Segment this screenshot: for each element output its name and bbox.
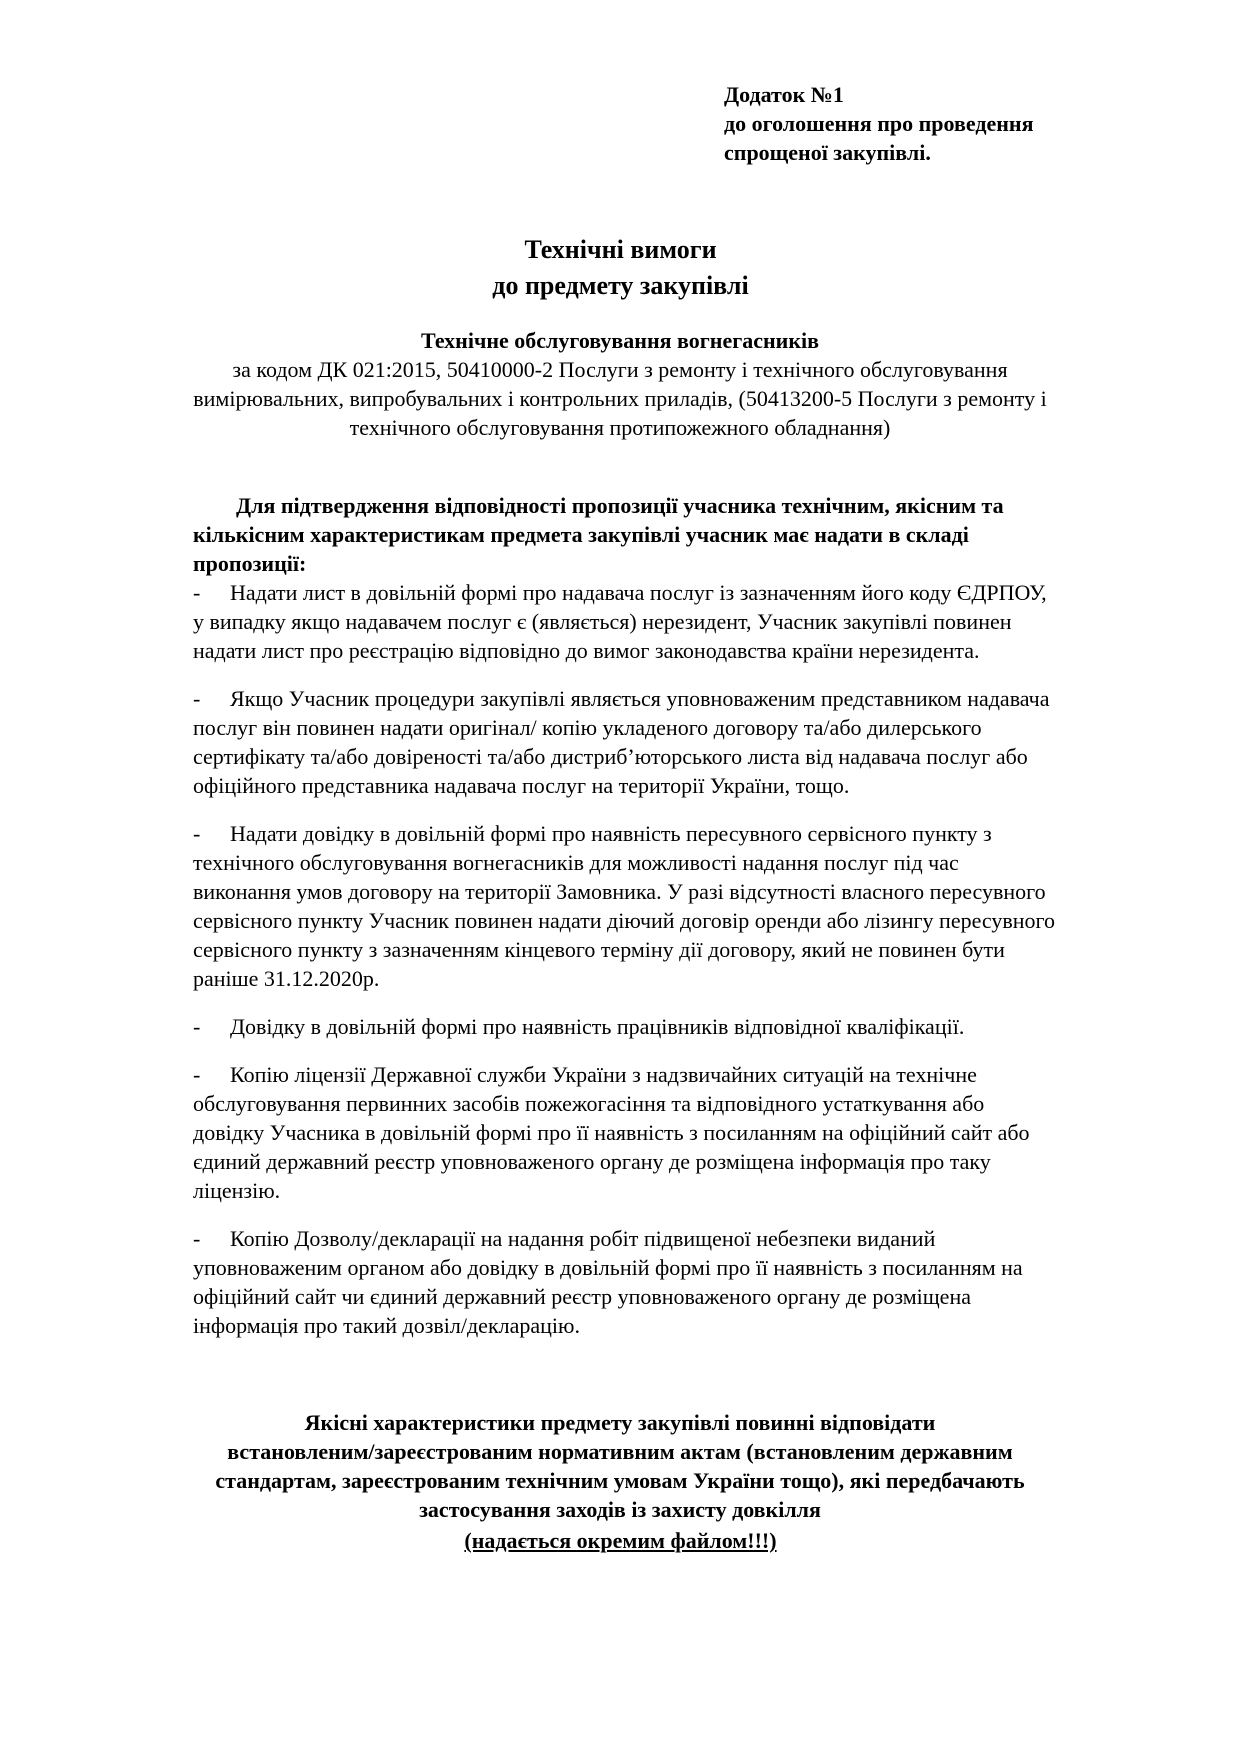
requirement-line: офіційний сайт чи єдиний державний реєстр уповноваженого органу де розміщена — [193, 1284, 971, 1309]
requirement-item — [193, 1224, 1203, 1340]
requirement-line: єдиний державний реєстр уповноваженого органу де розміщена інформація про таку — [193, 1149, 991, 1174]
requirement-line: ліцензію. — [193, 1178, 281, 1203]
requirement-line: Довідку в довільній формі про наявність працівників відповідної кваліфікації. — [230, 1014, 965, 1039]
list-bullet: - — [193, 1014, 201, 1039]
procurement-subject — [140, 326, 1100, 442]
requirement-line: офіційного представника надавача послуг на території України, тощо. — [193, 773, 850, 798]
quality-line: застосування заходів із захисту довкілля — [419, 1497, 821, 1522]
list-bullet: - — [193, 821, 201, 846]
requirement-line: Копію ліцензії Державної служби України з надзвичайних ситуацій на технічне — [230, 1062, 977, 1087]
requirement-line: у випадку якщо надавачем послуг є (являється) нерезидент, Учасник закупівлі повинен — [193, 609, 1012, 634]
requirement-line: технічного обслуговування вогнегасників для можливості надання послуг під час — [193, 850, 959, 875]
document-title — [0, 232, 1241, 304]
requirement-line: послуг він повинен надати оригінал/ копію укладеного договору та/або дилерського — [193, 715, 982, 740]
requirements-heading-line: пропозиції: — [193, 551, 307, 576]
list-bullet: - — [193, 580, 201, 605]
subject-line: вимірювальних, випробувальних і контрольних приладів, (50413200-5 Послуги з ремонту і — [193, 386, 1047, 411]
quality-requirements — [140, 1408, 1100, 1524]
list-bullet: - — [193, 1226, 201, 1251]
requirement-item — [193, 819, 1203, 993]
annex-line: спрощеної закупівлі. — [724, 140, 931, 165]
requirement-line: сервісного пункту з зазначенням кінцевого терміну дії договору, який не повинен бути — [193, 937, 1005, 962]
list-bullet: - — [193, 1062, 201, 1087]
requirement-line: надати лист про реєстрацію відповідно до вимог законодавства країни нерезидента. — [193, 638, 980, 663]
requirement-line: довідку Учасника в довільній формі про її наявність з посиланням на офіційний сайт або — [193, 1120, 1030, 1145]
annex-line: Додаток №1 — [724, 82, 844, 107]
list-bullet: - — [193, 686, 201, 711]
requirement-item — [193, 684, 1203, 800]
requirement-line: Надати довідку в довільній формі про наявність пересувного сервісного пункту з — [230, 821, 992, 846]
requirement-line: уповноваженим органом або довідку в довільній формі про її наявність з посиланням на — [193, 1255, 1023, 1280]
subject-line: за кодом ДК 021:2015, 50410000-2 Послуги з ремонту і технічного обслуговування — [232, 357, 1008, 382]
requirement-line: обслуговування первинних засобів пожежогасіння та відповідного устаткування або — [193, 1091, 985, 1116]
requirements-list — [193, 578, 1203, 1359]
requirement-item — [193, 578, 1203, 665]
quality-line: стандартам, зареєстрованим технічним умовам України тощо), які передбачають — [215, 1468, 1025, 1493]
requirement-line: сертифікату та/або довіреності та/або дистриб’юторського листа від надавача послуг або — [193, 744, 1028, 769]
requirement-line: сервісного пункту Учасник повинен надати діючий договір оренди або лізингу пересувного — [193, 908, 1056, 933]
subject-line: технічного обслуговування протипожежного обладнання) — [349, 415, 891, 440]
annex-note — [724, 80, 1204, 167]
requirement-item — [193, 1012, 1203, 1041]
requirements-heading — [193, 491, 1193, 578]
title-line: Технічні вимоги — [524, 235, 717, 264]
requirement-line: виконання умов договору на території Замовника. У разі відсутності власного пересувного — [193, 879, 1046, 904]
requirement-line: Надати лист в довільній формі про надавача послуг із зазначенням його коду ЄДРПОУ, — [230, 580, 1047, 605]
annex-line: до оголошення про проведення — [724, 111, 1034, 136]
requirement-line: інформація про такий дозвіл/декларацію. — [193, 1313, 580, 1338]
separate-file-note: (надається окремим файлом!!!) — [464, 1528, 777, 1553]
subject-heading: Технічне обслуговування вогнегасників — [421, 328, 819, 353]
requirement-line: Якщо Учасник процедури закупівлі являється уповноваженим представником надавача — [230, 686, 1050, 711]
requirement-line: Копію Дозволу/декларації на надання робіт підвищеної небезпеки виданий — [230, 1226, 936, 1251]
requirements-heading-line: Для підтвердження відповідності пропозиції учасника технічним, якісним та — [236, 493, 1004, 518]
requirements-heading-line: кількісним характеристикам предмета закупівлі учасник має надати в складі — [193, 522, 969, 547]
title-line: до предмету закупівлі — [492, 271, 749, 300]
quality-line: Якісні характеристики предмету закупівлі повинні відповідати — [304, 1410, 936, 1435]
requirement-item — [193, 1060, 1203, 1205]
quality-line: встановленим/зареєстрованим нормативним актам (встановленим державним — [227, 1439, 1013, 1464]
requirement-line: раніше 31.12.2020р. — [193, 966, 380, 991]
